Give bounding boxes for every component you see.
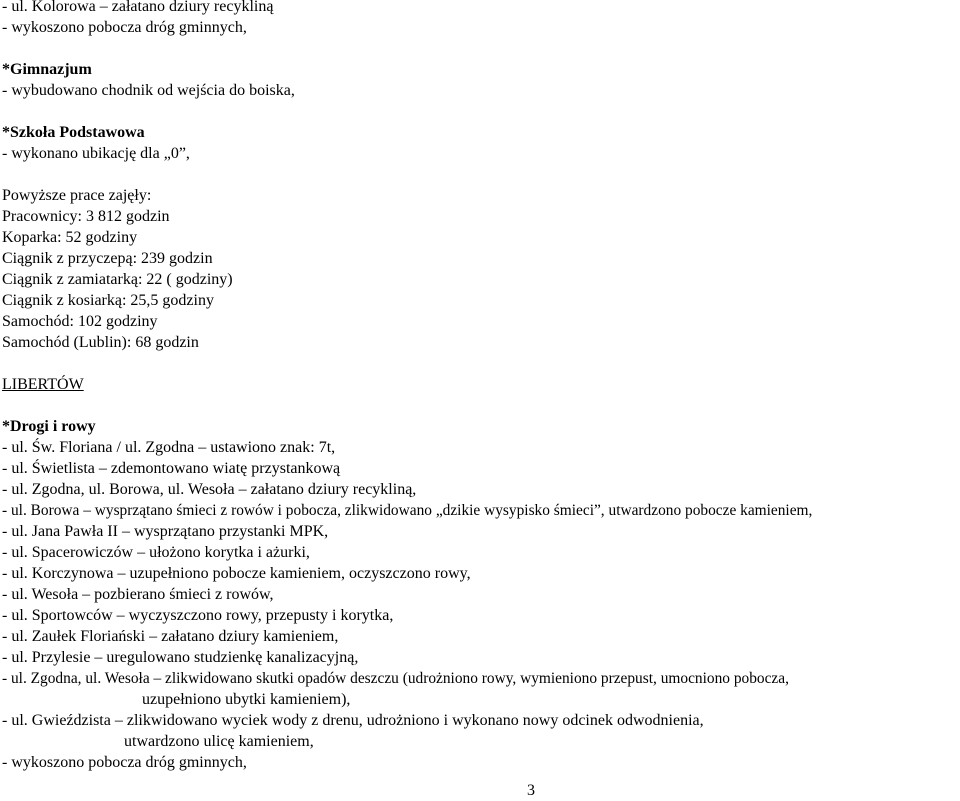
document-page [2, 0, 958, 773]
page-number: 3 [527, 782, 535, 799]
text-line: - ul. Borowa – wysprzątano śmieci z rowów i pobocza, zlikwidowano „dzikie wysypisko śmieci”, utwardzono pobocze kamieniem, [2, 502, 813, 519]
section-heading: *Drogi i rowy [2, 418, 96, 435]
blank-line [2, 353, 958, 374]
text-line: - ul. Wesoła – pozbierano śmieci z rowów, [2, 586, 274, 603]
text-line: - wybudowano chodnik od wejścia do boiska, [2, 82, 295, 99]
section-heading: *Gimnazjum [2, 61, 92, 78]
blank-line [2, 38, 958, 59]
text-line: - wykoszono pobocza dróg gminnych, [2, 19, 247, 36]
text-line: - wykonano ubikację dla „0”, [2, 145, 190, 162]
text-line: Koparka: 52 godziny [2, 229, 138, 246]
text-line: Pracownicy: 3 812 godzin [2, 208, 170, 225]
text-line: - ul. Świetlista – zdemontowano wiatę przystankową [2, 460, 341, 477]
blank-line [2, 395, 958, 416]
section-heading: *Szkoła Podstawowa [2, 124, 145, 141]
text-line: Powyższe prace zajęły: [2, 187, 152, 204]
text-line: - ul. Gwieździsta – zlikwidowano wyciek wody z drenu, udrożniono i wykonano nowy odcinek odwodnienia, [2, 712, 704, 729]
text-line: Samochód (Lublin): 68 godzin [2, 334, 199, 351]
text-line: - wykoszono pobocza dróg gminnych, [2, 754, 247, 771]
text-line: - ul. Jana Pawła II – wysprzątano przystanki MPK, [2, 523, 329, 540]
text-line: - ul. Zgodna, ul. Wesoła – zlikwidowano skutki opadów deszczu (udrożniono rowy, wymieniono przepust, umocniono pobocza, [2, 670, 789, 687]
text-line: - ul. Zaułek Floriański – załatano dziury kamieniem, [2, 628, 339, 645]
text-line: Samochód: 102 godziny [2, 313, 158, 330]
blank-line [2, 101, 958, 122]
text-line: utwardzono ulicę kamieniem, [124, 733, 314, 750]
text-line: Ciągnik z kosiarką: 25,5 godziny [2, 292, 214, 309]
text-line: - ul. Sportowców – wyczyszczono rowy, przepusty i korytka, [2, 607, 394, 624]
text-line: - ul. Kolorowa – załatano dziury recykliną [2, 0, 274, 15]
text-line: - ul. Zgodna, ul. Borowa, ul. Wesoła – załatano dziury recykliną, [2, 481, 417, 498]
text-line: Ciągnik z przyczepą: 239 godzin [2, 250, 213, 267]
text-line: - ul. Św. Floriana / ul. Zgodna – ustawiono znak: 7t, [2, 439, 336, 456]
text-line: - ul. Spacerowiczów – ułożono korytka i ażurki, [2, 544, 310, 561]
text-line: Ciągnik z zamiatarką: 22 ( godziny) [2, 271, 233, 288]
location-heading: LIBERTÓW [2, 376, 84, 393]
text-line: uzupełniono ubytki kamieniem), [142, 691, 351, 708]
text-line: - ul. Korczynowa – uzupełniono pobocze kamieniem, oczyszczono rowy, [2, 565, 471, 582]
text-line: - ul. Przylesie – uregulowano studzienkę kanalizacyjną, [2, 649, 359, 666]
blank-line [2, 164, 958, 185]
